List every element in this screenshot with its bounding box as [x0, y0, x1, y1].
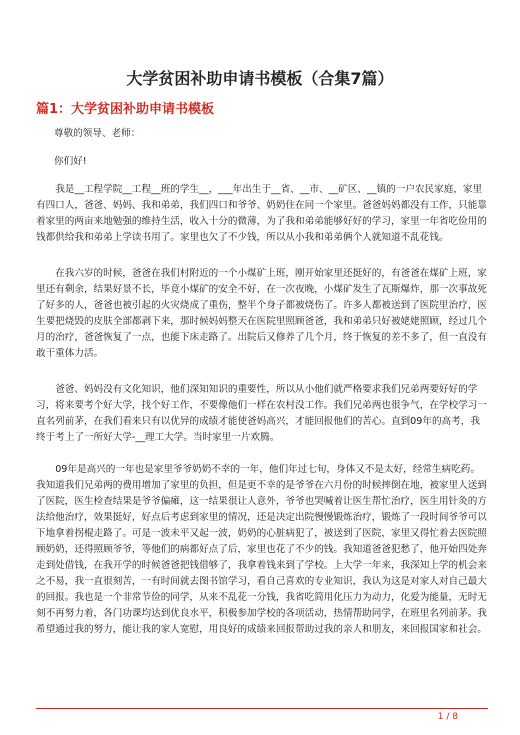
paragraph-1: 我是__工程学院__工程__班的学生__，___年出生于__省、__市、__矿区、__镇的一户农民家庭，家里有四口人，爸爸、妈妈、我和弟弟，我们四口和爷爷、奶奶住在同一个家里。爸爸妈妈都没有工作，只能靠着家里的两亩来地勉强的维持生活，收入十分的微薄，为了我和弟弟能够好好的学习，家里一年省吃俭用的钱都供给我和弟弟上学读书用了。家里也欠了不少钱，所以从小我和弟弟俩个人就知道不乱花钱。 [36, 184, 487, 243]
page-indicator: 1 / 8 [437, 712, 458, 722]
footer-divider [36, 708, 488, 709]
salutation: 尊敬的领导、老师： [54, 128, 141, 139]
greeting: 你们好! [54, 156, 87, 167]
section-heading: 篇1：大学贫困补助申请书模板 [36, 102, 215, 117]
paragraph-3: 爸爸、妈妈没有文化知识，他们深知知识的重要性，所以从小他们就严格要求我们兄弟两要好好的学习，将来要考个好大学，找个好工作，不要像他们一样在农村没工作。我们兄弟两也很争气，在学校学习一直名列前茅，在我们看来只有以优异的成绩才能使爸妈高兴，才能回报他们的苦心。直到09年的高考，我终于考上了一所好大学-__理工大学。当时家里一片欢腾。 [36, 384, 487, 443]
paragraph-2: 在我六岁的时候，爸爸在我们村附近的一个小煤矿上班，刚开始家里还挺好的，有爸爸在煤矿上班，家里还有剩余，结果好景不长，毕竟小煤矿的安全不好，在一次夜晚，小煤矿发生了瓦斯爆炸，那一次事故死了好多的人，爸爸也被引起的火灾烧成了重伤，整半个身子都被烧伤了。许多人都被送到了医院里治疗，医生要把烧毁的皮肤全部都剥下来，那时候妈妈整天在医院里照顾爸爸，我和弟弟只好被姥姥照顾，经过几个月的治疗，爸爸恢复了一点，也能下床走路了。出院后又修养了几个月，终于恢复的差不多了，但一直没有敢干重体力活。 [36, 268, 487, 359]
document-title: 大学贫困补助申请书模板（合集7篇） [126, 69, 394, 88]
paragraph-4: 09年是高兴的一年也是家里爷爷奶奶不幸的一年，他们年过七旬，身体又不是太好，经常生病吃药。我知道我们兄弟两的费用增加了家里的负担，但是更不幸的是爷爷在六月份的时候摔倒在地，被家里人送到了医院，医生检查结果是爷爷偏瘫，这一结果很让人意外，爷爷也哭喊着让医生帮忙治疗，医生用针灸的方法给他治疗，效果挺好，好点后考虑到家里的情况，还是决定出院慢慢锻炼治疗，锻炼了一段时间爷爷可以下地拿着拐棍走路了。可是一波未平又起一波，奶奶的心脏病犯了，被送到了医院，家里又得忙着去医院照顾奶奶，还得照顾爷爷，等他们的病都好点了后，家里也花了不少的钱。我知道爸爸犯愁了，他开始四处奔走到处借钱，在我开学的时候爸爸把钱借够了，我拿着钱来到了学校。上大学一年来，我深知上学的机会来之不易，我一直很刻苦，一有时间就去图书馆学习，看自己喜欢的专业知识，我认为这是对家人对自己最大的回报。我也是一个非常节俭的同学，从来不乱花一分钱，我省吃简用化压力为动力，化爱为能量，无时无刻不再努力着，各门功课均达到优良水平，积极参加学校的各项活动，热情帮助同学，在班里名列前茅。我希望通过我的努力，能让我的家人宽慰，用良好的成绩来回报帮助过我的亲人和朋友，来回报国家和社会。 [36, 464, 487, 635]
